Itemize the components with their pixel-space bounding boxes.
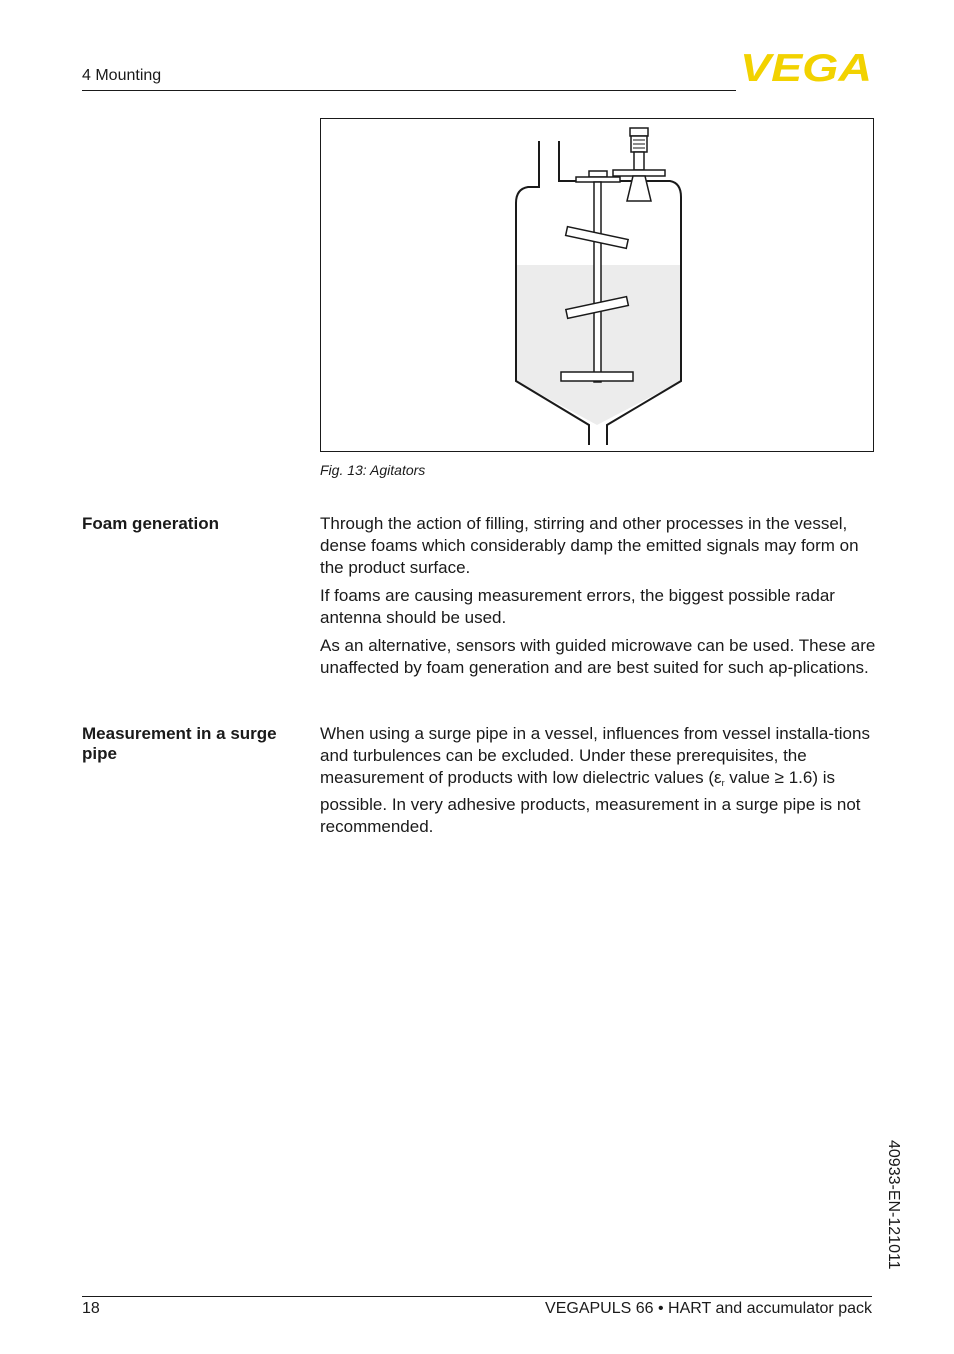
sensor-head [630,128,648,136]
agitator-figure [320,118,874,452]
agitator-cap [589,171,607,177]
page-number: 18 [82,1300,100,1317]
vessel-neck-inner [559,141,576,181]
footer-title: VEGAPULS 66 • HART and accumulator pack [545,1300,872,1317]
foam-generation-heading: Foam generation [82,514,219,533]
foam-paragraph-2: If foams are causing measurement errors, the biggest possible radar antenna should be used. [320,586,835,627]
vessel-drawing [321,119,875,453]
surge-pipe-paragraph [320,723,880,838]
header-rule [82,90,736,91]
surge-pipe-heading: Measurement in a surge pipe [82,724,277,763]
surge-pipe-text-before: When using a surge pipe in a vessel, influences from vessel installa-tions and turbulences can be excluded. Under these prerequisites, the measurement of products with low dielectric values (ε [320,724,870,787]
document-code: 40933-EN-121011 [885,1140,902,1270]
epsilon-subscript: r [721,778,725,788]
sensor-horn-antenna [627,176,651,201]
vega-logo [740,50,872,84]
footer-rule [82,1296,872,1297]
agitator-shaft [594,182,601,382]
agitator-blade-bottom [561,372,633,381]
figure-caption: Fig. 13: Agitators [320,462,426,478]
sensor-flange [613,170,665,176]
foam-paragraph-1: Through the action of filling, stirring and other processes in the vessel, dense foams which considerably damp the emitted signals may form on the product surface. [320,514,859,577]
sensor-neck [634,152,644,170]
chapter-heading: 4 Mounting [82,67,162,84]
foam-paragraph-3: As an alternative, sensors with guided microwave can be used. These are unaffected by foam generation and are best suited for such ap-plications. [320,636,876,677]
surge-pipe-text-after: value ≥ 1.6) is possible. In very adhesive products, measurement in a surge pipe is not recommended. [320,768,861,836]
vega-logo-text: VEGA [740,50,872,84]
